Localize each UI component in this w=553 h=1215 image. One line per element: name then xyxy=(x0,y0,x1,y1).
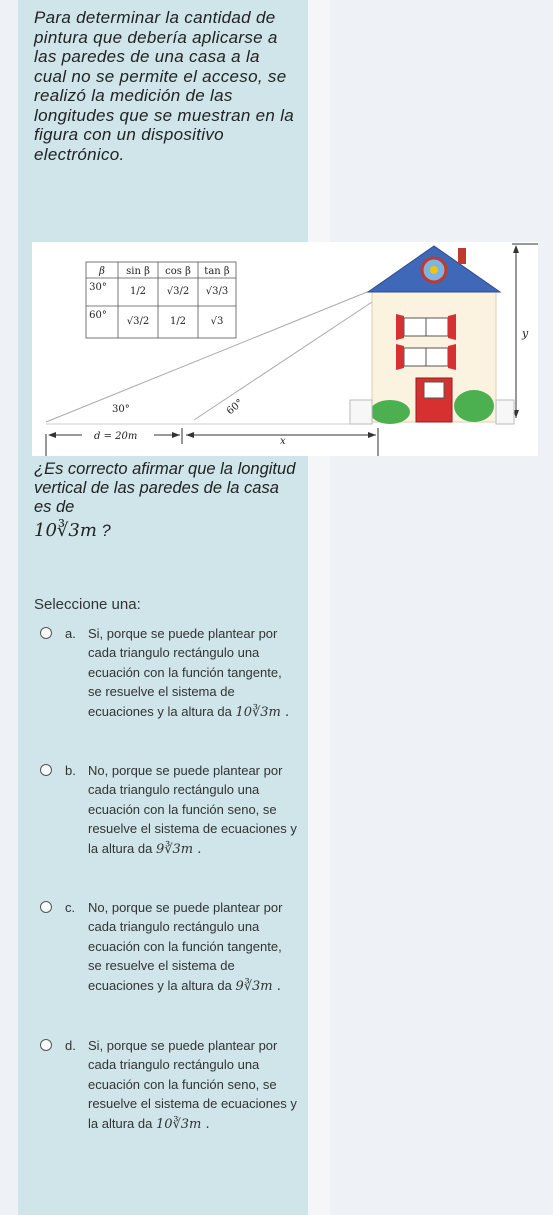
option-a-radio[interactable] xyxy=(40,627,52,639)
option-b-body: No, porque se puede plantear por cada triangulo rectángulo una ecuación con la función seno, se resuelve el sistema de ecuaciones y la altura da xyxy=(88,763,297,856)
table-cell-sin60: √3/2 xyxy=(126,316,150,327)
angle-60-label: 60° xyxy=(224,397,246,418)
table-cell-tan60: √3 xyxy=(210,316,224,327)
option-c-radio[interactable] xyxy=(40,901,52,913)
option-a-value: 10∛3m . xyxy=(235,704,290,720)
question-text xyxy=(34,460,296,541)
table-cell-sin30: 1/2 xyxy=(129,286,147,297)
option-c-letter: c. xyxy=(65,900,76,915)
table-header-cos: cos β xyxy=(165,266,191,277)
option-a-text xyxy=(88,624,298,722)
question-body: ¿Es correcto afirmar que la longitud vertical de las paredes de la casa es de xyxy=(34,460,296,516)
table-cell-tan30: √3/3 xyxy=(205,286,229,297)
question-value: 10∛3m xyxy=(34,520,97,541)
option-b-letter: b. xyxy=(65,763,76,778)
y-label: y xyxy=(522,327,529,340)
question-intro: Para determinar la cantidad de pintura que debería aplicarse a las paredes de una casa a la cual no se permite el acceso, se realizó la medición de las longitudes que se muestran en la figura con un dispositivo electrónico. xyxy=(34,8,295,164)
table-cell-angle-30: 30° xyxy=(89,282,107,293)
question-mark: ? xyxy=(101,522,111,540)
option-b-radio[interactable] xyxy=(40,764,52,776)
angle-30-label: 30° xyxy=(112,404,130,415)
table-cell-angle-60: 60° xyxy=(89,310,107,321)
table-header-sin: sin β xyxy=(126,266,150,277)
option-a-letter: a. xyxy=(65,626,76,641)
x-label: x xyxy=(280,436,286,447)
option-d-body: Si, porque se puede plantear por cada triangulo rectángulo una ecuación con la función seno, se resuelve el sistema de ecuaciones y la altura da xyxy=(88,1038,297,1131)
option-b-text xyxy=(88,761,298,859)
select-label: Seleccione una: xyxy=(34,596,141,613)
d-arrow-left-head xyxy=(48,432,56,438)
side-strip xyxy=(308,0,330,1215)
option-d-value: 10∛3m . xyxy=(155,1116,210,1132)
option-a-body: Si, porque se puede plantear por cada triangulo rectángulo una ecuación con la función tangente, se resuelve el sistema de ecuaciones y la altura da xyxy=(88,626,282,719)
option-d-letter: d. xyxy=(65,1038,76,1053)
option-d-radio[interactable] xyxy=(40,1039,52,1051)
option-d-text xyxy=(88,1036,298,1134)
table-cell-cos60: 1/2 xyxy=(169,316,187,327)
d-arrow-right-head xyxy=(172,432,180,438)
option-c-value: 9∛3m . xyxy=(235,978,281,994)
problem-figure xyxy=(32,242,538,456)
table-cell-cos30: √3/2 xyxy=(166,286,190,297)
option-c-text xyxy=(88,898,298,996)
option-c-body: No, porque se puede plantear por cada triangulo rectángulo una ecuación con la función tangente, se resuelve el sistema de ecuaciones y la altura da xyxy=(88,900,283,993)
y-arrow-top-head xyxy=(513,245,519,253)
table-header-beta: β xyxy=(99,266,105,277)
table-header-tan: tan β xyxy=(204,266,230,277)
d-label: d = 20m xyxy=(94,431,138,442)
house-illustration xyxy=(350,246,514,424)
figure-svg xyxy=(32,242,538,456)
option-b-value: 9∛3m . xyxy=(155,841,202,857)
x-arrow-left-head xyxy=(186,432,194,438)
x-arrow-right-head xyxy=(368,432,376,438)
